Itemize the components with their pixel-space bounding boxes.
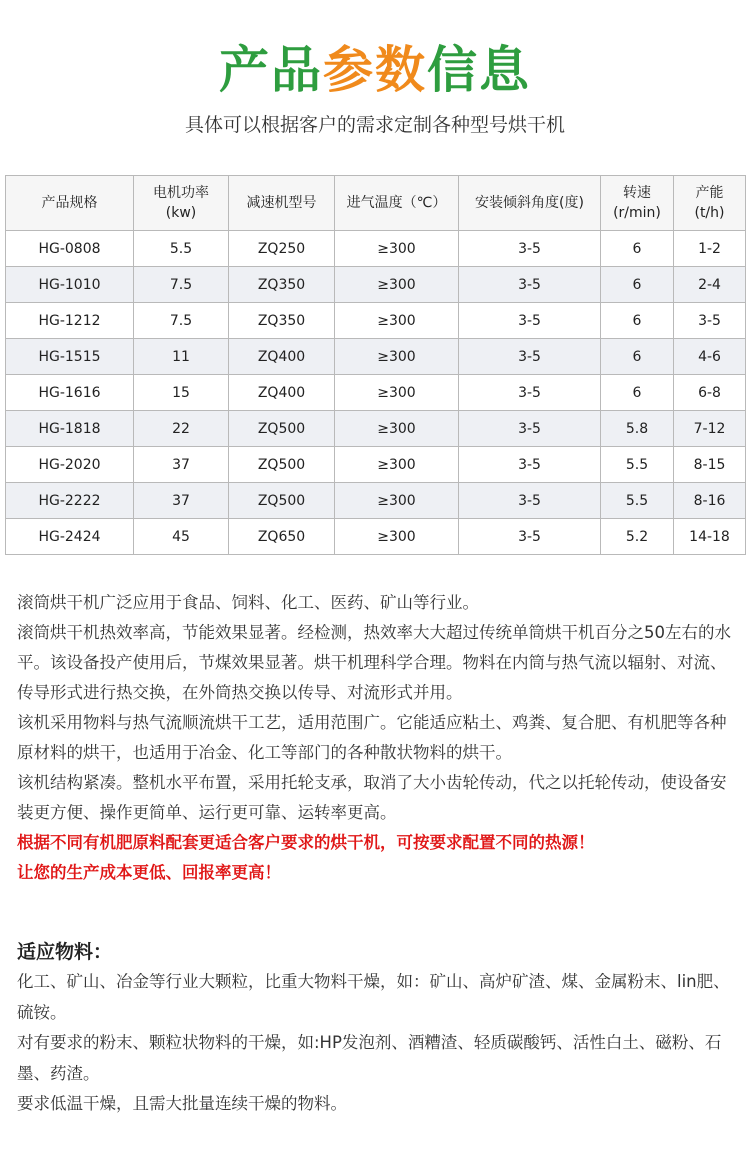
table-cell: 37 (134, 483, 229, 519)
table-cell: 15 (134, 375, 229, 411)
table-header-cell: 产能 (t/h) (674, 176, 746, 231)
description-paragraph: 滚筒烘干机广泛应用于食品、饲料、化工、医药、矿山等行业。 (17, 593, 479, 612)
table-cell: ≥300 (335, 339, 459, 375)
description-paragraph: 该机采用物料与热气流顺流烘干工艺，适用范围广。它能适应粘土、鸡粪、复合肥、有机肥等各种原材料的烘干，也适用于冶金、化工等部门的各种散状物料的烘干。 (17, 713, 727, 762)
table-cell: 5.2 (601, 519, 674, 555)
table-row (6, 339, 746, 375)
title-part-2: 参数 (323, 41, 427, 99)
table-cell: 6 (601, 267, 674, 303)
materials-heading: 适应物料： (17, 941, 113, 963)
spec-table (5, 175, 746, 555)
table-body (6, 231, 746, 555)
table-header-cell: 电机功率 (kw) (134, 176, 229, 231)
table-cell: 37 (134, 447, 229, 483)
table-cell: 7.5 (134, 267, 229, 303)
materials-list (17, 967, 737, 1120)
table-cell: 22 (134, 411, 229, 447)
table-cell: HG-2020 (6, 447, 134, 483)
table-cell: ZQ500 (229, 411, 335, 447)
materials-paragraph: 要求低温干燥，且需大批量连续干燥的物料。 (17, 1094, 347, 1113)
page-subtitle: 具体可以根据客户的需求定制各种型号烘干机 (184, 114, 565, 136)
table-row (6, 519, 746, 555)
table-cell: 6 (601, 231, 674, 267)
table-cell: 3-5 (459, 483, 601, 519)
table-row (6, 483, 746, 519)
table-header-cell: 进气温度（℃） (335, 176, 459, 231)
emphasis-line: 根据不同有机肥原料配套更适合客户要求的烘干机，可按要求配置不同的热源！ (17, 833, 595, 852)
table-cell: ZQ650 (229, 519, 335, 555)
table-header-cell: 安装倾斜角度(度) (459, 176, 601, 231)
table-row (6, 375, 746, 411)
table-cell: 7-12 (674, 411, 746, 447)
table-cell: ≥300 (335, 447, 459, 483)
table-cell: HG-1212 (6, 303, 134, 339)
table-row (6, 231, 746, 267)
table-cell: ZQ350 (229, 303, 335, 339)
table-cell: 7.5 (134, 303, 229, 339)
table-cell: 3-5 (459, 267, 601, 303)
table-cell: 5.8 (601, 411, 674, 447)
table-cell: ≥300 (335, 519, 459, 555)
title-part-3: 信息 (427, 41, 531, 99)
table-cell: 5.5 (134, 231, 229, 267)
table-cell: 3-5 (459, 519, 601, 555)
table-cell: HG-2424 (6, 519, 134, 555)
table-cell: HG-0808 (6, 231, 134, 267)
table-cell: HG-1515 (6, 339, 134, 375)
materials-paragraph: 化工、矿山、冶金等行业大颗粒，比重大物料干燥，如：矿山、高炉矿渣、煤、金属粉末、lin肥、硫铵。 (17, 972, 730, 1022)
table-cell: 4-6 (674, 339, 746, 375)
table-row (6, 411, 746, 447)
table-cell: 5.5 (601, 447, 674, 483)
table-cell: 3-5 (674, 303, 746, 339)
table-row (6, 447, 746, 483)
table-row (6, 267, 746, 303)
table-cell: 6 (601, 303, 674, 339)
page-title (0, 38, 750, 102)
table-cell: ≥300 (335, 411, 459, 447)
table-cell: 3-5 (459, 447, 601, 483)
description-paragraph: 该机结构紧凑。整机水平布置，采用托轮支承，取消了大小齿轮传动，代之以托轮传动，使设备安装更方便、操作更简单、运行更可靠、运转率更高。 (17, 773, 727, 822)
table-header-cell: 产品规格 (6, 176, 134, 231)
table-cell: 6-8 (674, 375, 746, 411)
table-cell: ZQ500 (229, 447, 335, 483)
table-cell: 3-5 (459, 339, 601, 375)
title-part-1: 产品 (219, 41, 323, 99)
table-cell: 14-18 (674, 519, 746, 555)
table-cell: 11 (134, 339, 229, 375)
table-cell: ZQ350 (229, 267, 335, 303)
table-cell: ZQ250 (229, 231, 335, 267)
description (17, 588, 737, 888)
table-cell: HG-1818 (6, 411, 134, 447)
table-cell: 6 (601, 339, 674, 375)
materials-paragraph: 对有要求的粉末、颗粒状物料的干燥，如:HP发泡剂、酒糟渣、轻质碳酸钙、活性白土、磁粉、石墨、药渣。 (17, 1033, 722, 1083)
table-cell: HG-1616 (6, 375, 134, 411)
table-cell: ≥300 (335, 267, 459, 303)
table-cell: 8-16 (674, 483, 746, 519)
table-cell: 45 (134, 519, 229, 555)
table-cell: 5.5 (601, 483, 674, 519)
table-cell: 6 (601, 375, 674, 411)
description-paragraph: 滚筒烘干机热效率高，节能效果显著。经检测，热效率大大超过传统单筒烘干机百分之50左右的水平。该设备投产使用后，节煤效果显著。烘干机理科学合理。物料在内筒与热气流以辐射、对流、传导形式进行热交换，在外筒热交换以传导、对流形式并用。 (17, 623, 731, 702)
emphasis-line: 让您的生产成本更低、回报率更高！ (17, 863, 281, 882)
table-cell: ≥300 (335, 231, 459, 267)
table-cell: 1-2 (674, 231, 746, 267)
table-cell: 3-5 (459, 375, 601, 411)
table-cell: 2-4 (674, 267, 746, 303)
table-cell: HG-1010 (6, 267, 134, 303)
table-cell: 3-5 (459, 231, 601, 267)
table-header-cell: 转速 (r/min) (601, 176, 674, 231)
table-cell: ≥300 (335, 303, 459, 339)
table-cell: ≥300 (335, 483, 459, 519)
table-header-cell: 减速机型号 (229, 176, 335, 231)
table-cell: ZQ400 (229, 339, 335, 375)
table-header-row (6, 176, 746, 231)
table-cell: ZQ400 (229, 375, 335, 411)
table-cell: ≥300 (335, 375, 459, 411)
table-cell: HG-2222 (6, 483, 134, 519)
table-cell: 8-15 (674, 447, 746, 483)
table-row (6, 303, 746, 339)
table-cell: 3-5 (459, 411, 601, 447)
table-cell: 3-5 (459, 303, 601, 339)
table-cell: ZQ500 (229, 483, 335, 519)
